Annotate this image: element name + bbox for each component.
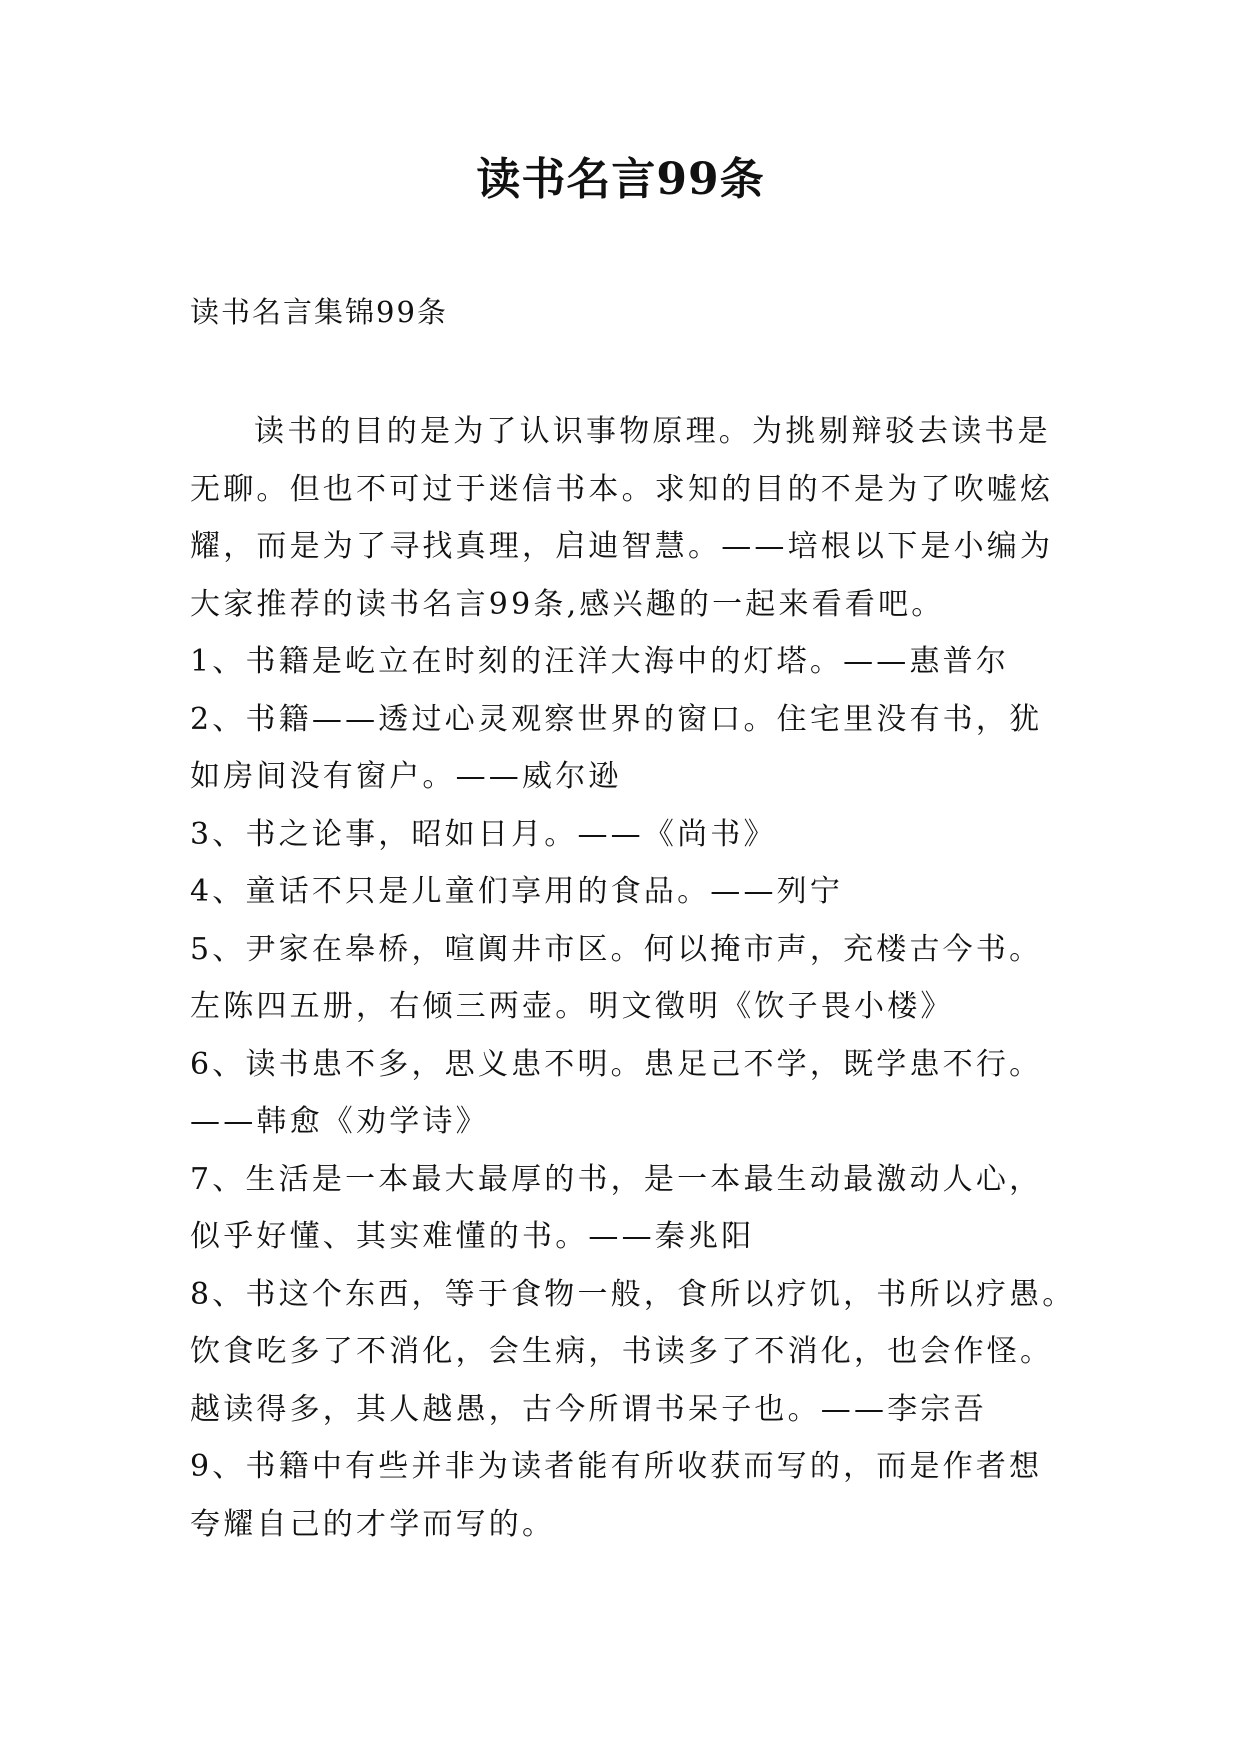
document-subtitle: 读书名言集锦99条	[190, 295, 448, 329]
paragraph-line: 无聊。但也不可过于迷信书本。求知的目的不是为了吹嘘炫	[190, 471, 1054, 507]
quote-line: 4、童话不只是儿童们享用的食品。——列宁	[190, 874, 844, 909]
quote-line: 8、书这个东西，等于食物一般，食所以疗饥，书所以疗愚。	[190, 1276, 1076, 1312]
paragraph-line: 耀，而是为了寻找真理，启迪智慧。——培根以下是小编为	[190, 529, 1054, 564]
quote-line: 7、生活是一本最大最厚的书，是一本最生动最激动人心，	[190, 1161, 1043, 1197]
quote-line: 2、书籍——透过心灵观察世界的窗口。住宅里没有书，犹	[190, 701, 1043, 737]
quote-line: 夸耀自己的才学而写的。	[190, 1506, 556, 1542]
quote-line: 似乎好懂、其实难懂的书。——秦兆阳	[190, 1219, 755, 1254]
quote-line: 左陈四五册，右倾三两壶。明文徵明《饮子畏小楼》	[190, 989, 954, 1024]
quote-line: ——韩愈《劝学诗》	[190, 1104, 489, 1139]
page-title: 读书名言99条	[476, 154, 765, 205]
quote-line: 饮食吃多了不消化，会生病，书读多了不消化，也会作怪。	[190, 1334, 1054, 1369]
document-body	[190, 403, 1076, 1553]
quote-line: 越读得多，其人越愚，古今所谓书呆子也。——李宗吾	[190, 1391, 987, 1427]
quote-line: 9、书籍中有些并非为读者能有所收获而写的，而是作者想	[190, 1449, 1043, 1484]
paragraph-line: 大家推荐的读书名言99条,感兴趣的一起来看看吧。	[190, 586, 945, 622]
quote-line: 如房间没有窗户。——威尔逊	[190, 759, 622, 794]
quote-line: 3、书之论事，昭如日月。——《尚书》	[190, 816, 777, 852]
quote-line: 6、读书患不多，思义患不明。患足己不学，既学患不行。	[190, 1046, 1043, 1082]
quote-line: 1、书籍是屹立在时刻的汪洋大海中的灯塔。——惠普尔	[190, 644, 1010, 679]
paragraph-line: 读书的目的是为了认识事物原理。为挑剔辩驳去读书是	[254, 414, 1051, 449]
quote-line: 5、尹家在皋桥，喧阗井市区。何以掩市声，充楼古今书。	[190, 931, 1043, 967]
